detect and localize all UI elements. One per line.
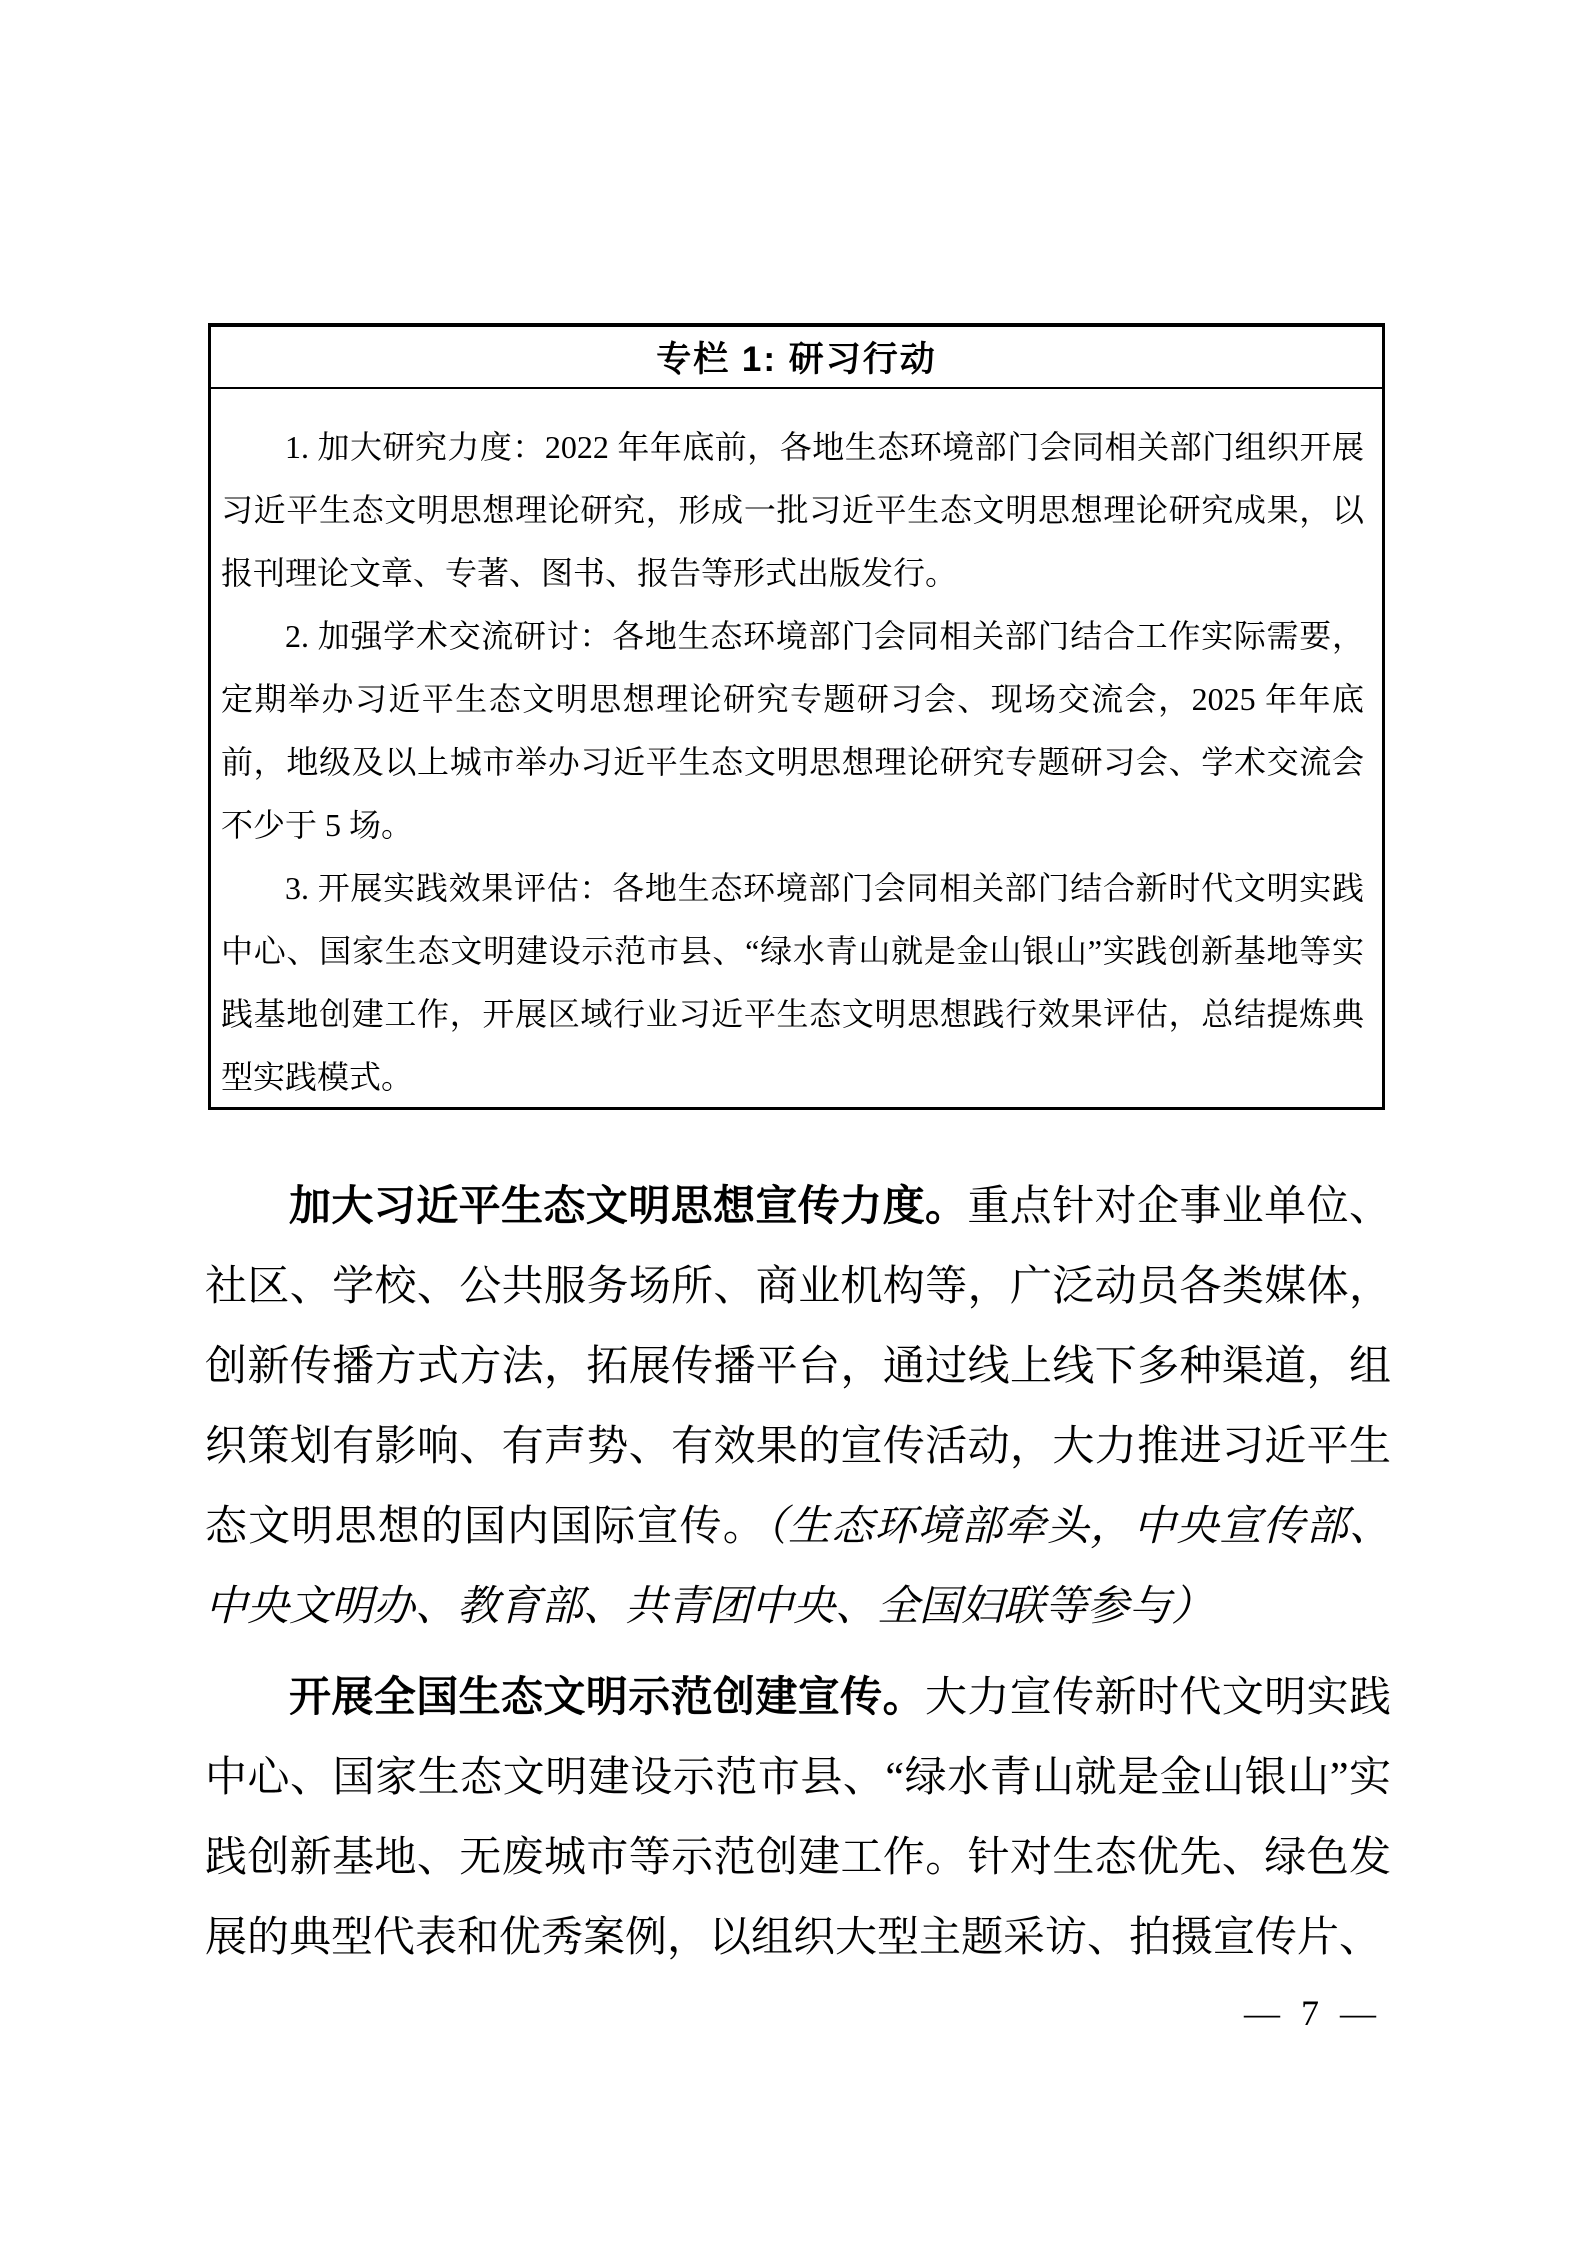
paragraph-lead: 开展全国生态文明示范创建宣传。 <box>289 1673 925 1720</box>
column-box-item: 2. 加强学术交流研讨：各地生态环境部门会同相关部门结合工作实际需要，定期举办习近平生态文明思想理论研究专题研习会、现场交流会，2025 年年底前，地级及以上城市举办习近平生态文明思想理论研究专题研习会、学术交流会不少于 5 场。 <box>221 618 1364 843</box>
body-paragraph <box>205 1657 1391 1978</box>
paragraph-body: 重点针对企事业单位、社区、学校、公共服务场所、商业机构等，广泛动员各类媒体，创新传播方式方法，拓展传播平台，通过线上线下多种渠道，组织策划有影响、有声势、有效果的宣传活动，大力推进习近平生态文明思想的国内国际宣传。 <box>205 1184 1391 1550</box>
column-box-item: 3. 开展实践效果评估：各地生态环境部门会同相关部门结合新时代文明实践中心、国家生态文明建设示范市县、“绿水青山就是金山银山”实践创新基地等实践基地创建工作，开展区域行业习近平生态文明思想践行效果评估，总结提炼典型实践模式。 <box>221 870 1364 1095</box>
column-box <box>208 323 1385 1110</box>
paragraph-lead: 加大习近平生态文明思想宣传力度。 <box>289 1182 968 1229</box>
page-number: — 7 — <box>1244 1993 1382 2033</box>
body-paragraph <box>205 1166 1391 1647</box>
column-box-title: 专栏 1: 研习行动 <box>211 327 1382 389</box>
column-box-items <box>211 389 1382 1109</box>
paragraph-note: （生态环境部牵头，中央宣传部、中央文明办、教育部、共青团中央、全国妇联等参与） <box>205 1504 1391 1630</box>
column-box-item: 1. 加大研究力度：2022 年年底前，各地生态环境部门会同相关部门组织开展习近平生态文明思想理论研究，形成一批习近平生态文明思想理论研究成果，以报刊理论文章、专著、图书、报告等形式出版发行。 <box>221 429 1364 591</box>
paragraph-body: 大力宣传新时代文明实践中心、国家生态文明建设示范市县、“绿水青山就是金山银山”实践创新基地、无废城市等示范创建工作。针对生态优先、绿色发展的典型代表和优秀案例，以组织大型主题采访、拍摄宣传片、 <box>205 1675 1391 1961</box>
body-paragraphs <box>205 1166 1391 1978</box>
